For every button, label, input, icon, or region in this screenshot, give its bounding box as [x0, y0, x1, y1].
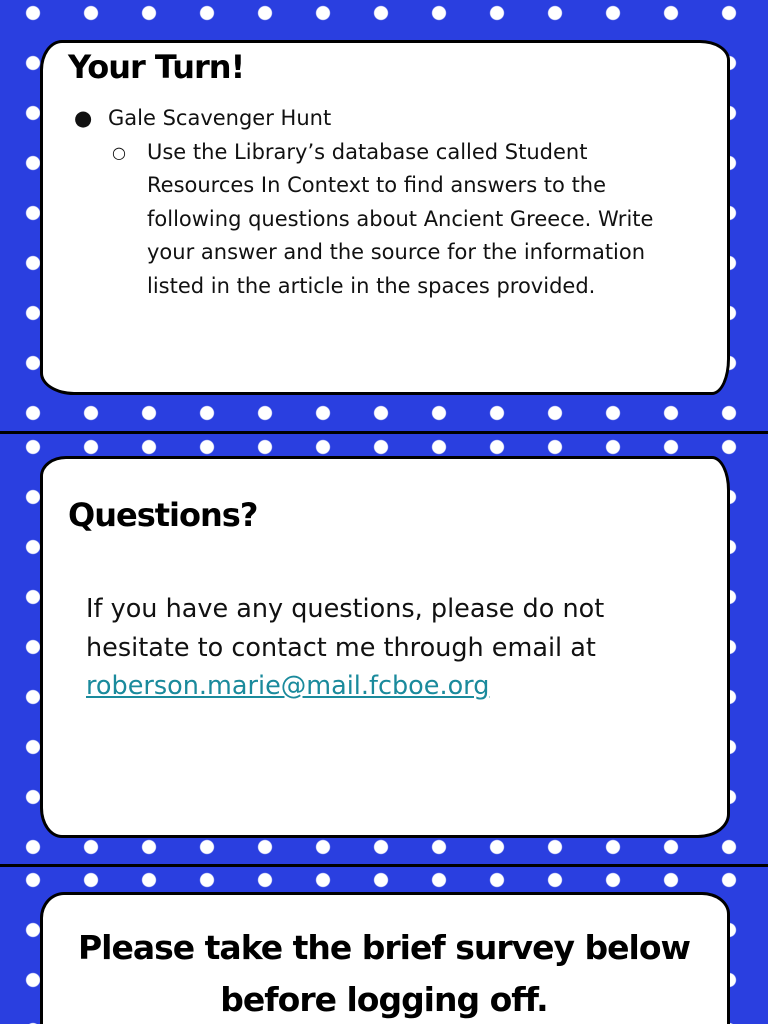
slide-questions — [0, 434, 768, 864]
slide-heading: Your Turn! — [68, 48, 245, 86]
email-link[interactable]: roberson.marie@mail.fcboe.org — [86, 671, 490, 701]
slide-survey — [0, 867, 768, 1024]
bullet-list — [72, 102, 672, 303]
survey-line-2: before logging off. — [220, 980, 548, 1019]
contact-paragraph — [86, 590, 686, 706]
survey-message — [0, 922, 768, 1024]
bullet-text: Gale Scavenger Hunt — [108, 106, 332, 130]
sub-list-item — [72, 136, 672, 304]
open-bullet-icon: ○ — [112, 142, 126, 162]
slide-heading: Questions? — [68, 496, 258, 534]
list-item — [72, 102, 672, 136]
bullet-icon: ● — [74, 106, 93, 130]
slide-your-turn — [0, 0, 768, 431]
survey-line-1: Please take the brief survey below — [78, 928, 690, 967]
contact-text: If you have any questions, please do not hesitate to contact me through email at — [86, 594, 605, 663]
sub-bullet-text: Use the Library’s database called Student Resources In Context to find answers to the following questions about Ancient Greece. Write your answer and the source for the information listed in the article in the spaces provided. — [147, 139, 654, 298]
